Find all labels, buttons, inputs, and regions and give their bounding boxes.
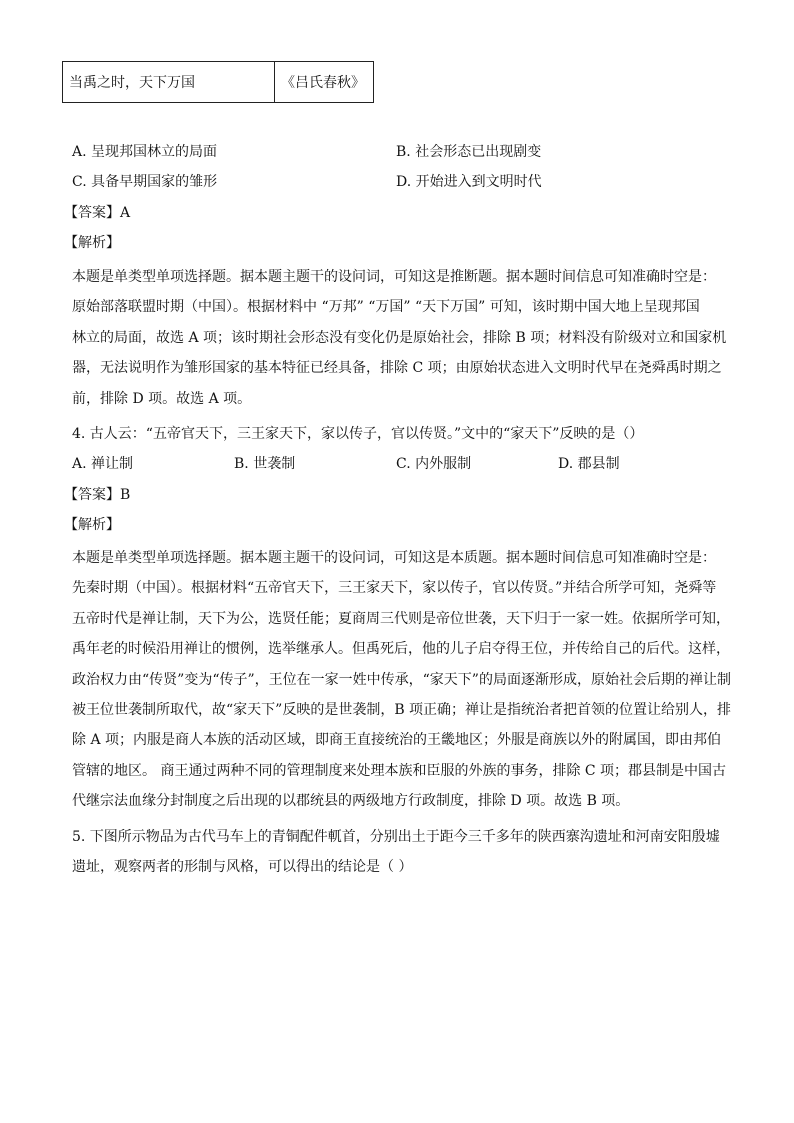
q5-stem (72, 822, 732, 883)
q4-analysis-label: 【解析】 (64, 517, 120, 533)
analysis-line: 器，无法说明作为雏形国家的基本特征已经具备，排除 C 项；由原始状态进入文明时代早在尧舜禹时期之 (72, 360, 722, 377)
analysis-line: 除 A 项；内服是商人本族的活动区域，即商王直接统治的王畿地区；外服是商族以外的附属国，即由邦伯 (72, 732, 722, 749)
q4-option-a: A. 禅让制 (72, 456, 134, 472)
analysis-line: 管辖的地区。 商王通过两种不同的管理制度来处理本族和臣服的外族的事务，排除 C 项；郡县制是中国古 (72, 762, 727, 779)
source-table (62, 61, 374, 103)
analysis-line: 禹年老的时候沿用禅让的惯例，选举继承人。但禹死后，他的儿子启夺得王位，并传给自己的后代。这样， (72, 641, 730, 658)
table-cell-source: 《吕氏春秋》 (275, 62, 374, 103)
stem-line: 遗址，观察两者的形制与风格，可以得出的结论是（ ） (72, 859, 413, 876)
analysis-line: 代继宗法血缘分封制度之后出现的以郡统县的两级地方行政制度，排除 D 项。故选 B 项。 (72, 793, 630, 810)
q3-option-a: A. 呈现邦国林立的局面 (72, 144, 218, 160)
q3-option-b: B. 社会形态已出现剧变 (396, 144, 542, 160)
q3-analysis-label: 【解析】 (64, 235, 120, 251)
analysis-line: 本题是单类型单项选择题。据本题主题干的设问词，可知这是推断题。据本题时间信息可知准确时空是： (72, 269, 716, 285)
q3-answer: 【答案】A (64, 205, 131, 221)
q4-option-d: D. 郡县制 (558, 456, 620, 472)
analysis-line: 先秦时期（中国）。根据材料“五帝官天下，三王家天下，家以传子，官以传贤。”并结合所学可知，尧舜等 (72, 580, 717, 597)
analysis-line: 被王位世袭制所取代，故“家天下”反映的是世袭制，B 项正确；禅让是指统治者把首领的位置让给别人，排 (72, 702, 732, 719)
analysis-line: 林立的局面，故选 A 项；该时期社会形态没有变化仍是原始社会，排除 B 项；材料没有阶级对立和国家机 (72, 329, 727, 346)
analysis-line: 原始部落联盟时期（中国）。根据材料中 “万邦” “万国” “天下万国” 可知，该时期中国大地上呈现邦国 (72, 299, 700, 316)
q4-answer: 【答案】B (64, 487, 131, 503)
q3-option-d: D. 开始进入到文明时代 (396, 174, 542, 190)
analysis-line: 五帝时代是禅让制，天下为公，选贤任能；夏商周三代则是帝位世袭，天下归于一家一姓。依据所学可知， (72, 610, 730, 627)
analysis-line: 政治权力由“传贤”变为“传子”，王位在一家一姓中传承，“家天下”的局面逐渐形成，原始社会后期的禅让制 (72, 671, 731, 688)
q4-option-b: B. 世袭制 (234, 456, 296, 472)
q3-analysis-text (72, 262, 732, 414)
stem-line: 5. 下图所示物品为古代马车上的青铜配件軏首，分别出土于距今三千多年的陕西寨沟遗址和河南安阳殷墟 (72, 829, 720, 845)
q4-stem: 4. 古人云：“五帝官天下，三王家天下，家以传子，官以传贤。”文中的“家天下”反映的是（） (72, 426, 644, 442)
table-cell-quote: 当禹之时，天下万国 (63, 62, 275, 103)
analysis-line: 本题是单类型单项选择题。据本题主题干的设问词，可知这是本质题。据本题时间信息可知准确时空是： (72, 550, 716, 566)
q4-option-c: C. 内外服制 (396, 456, 472, 472)
q3-option-c: C. 具备早期国家的雏形 (72, 174, 218, 190)
q4-analysis-text (72, 543, 732, 817)
table-row (63, 62, 374, 103)
analysis-line: 前，排除 D 项。故选 A 项。 (72, 390, 252, 407)
